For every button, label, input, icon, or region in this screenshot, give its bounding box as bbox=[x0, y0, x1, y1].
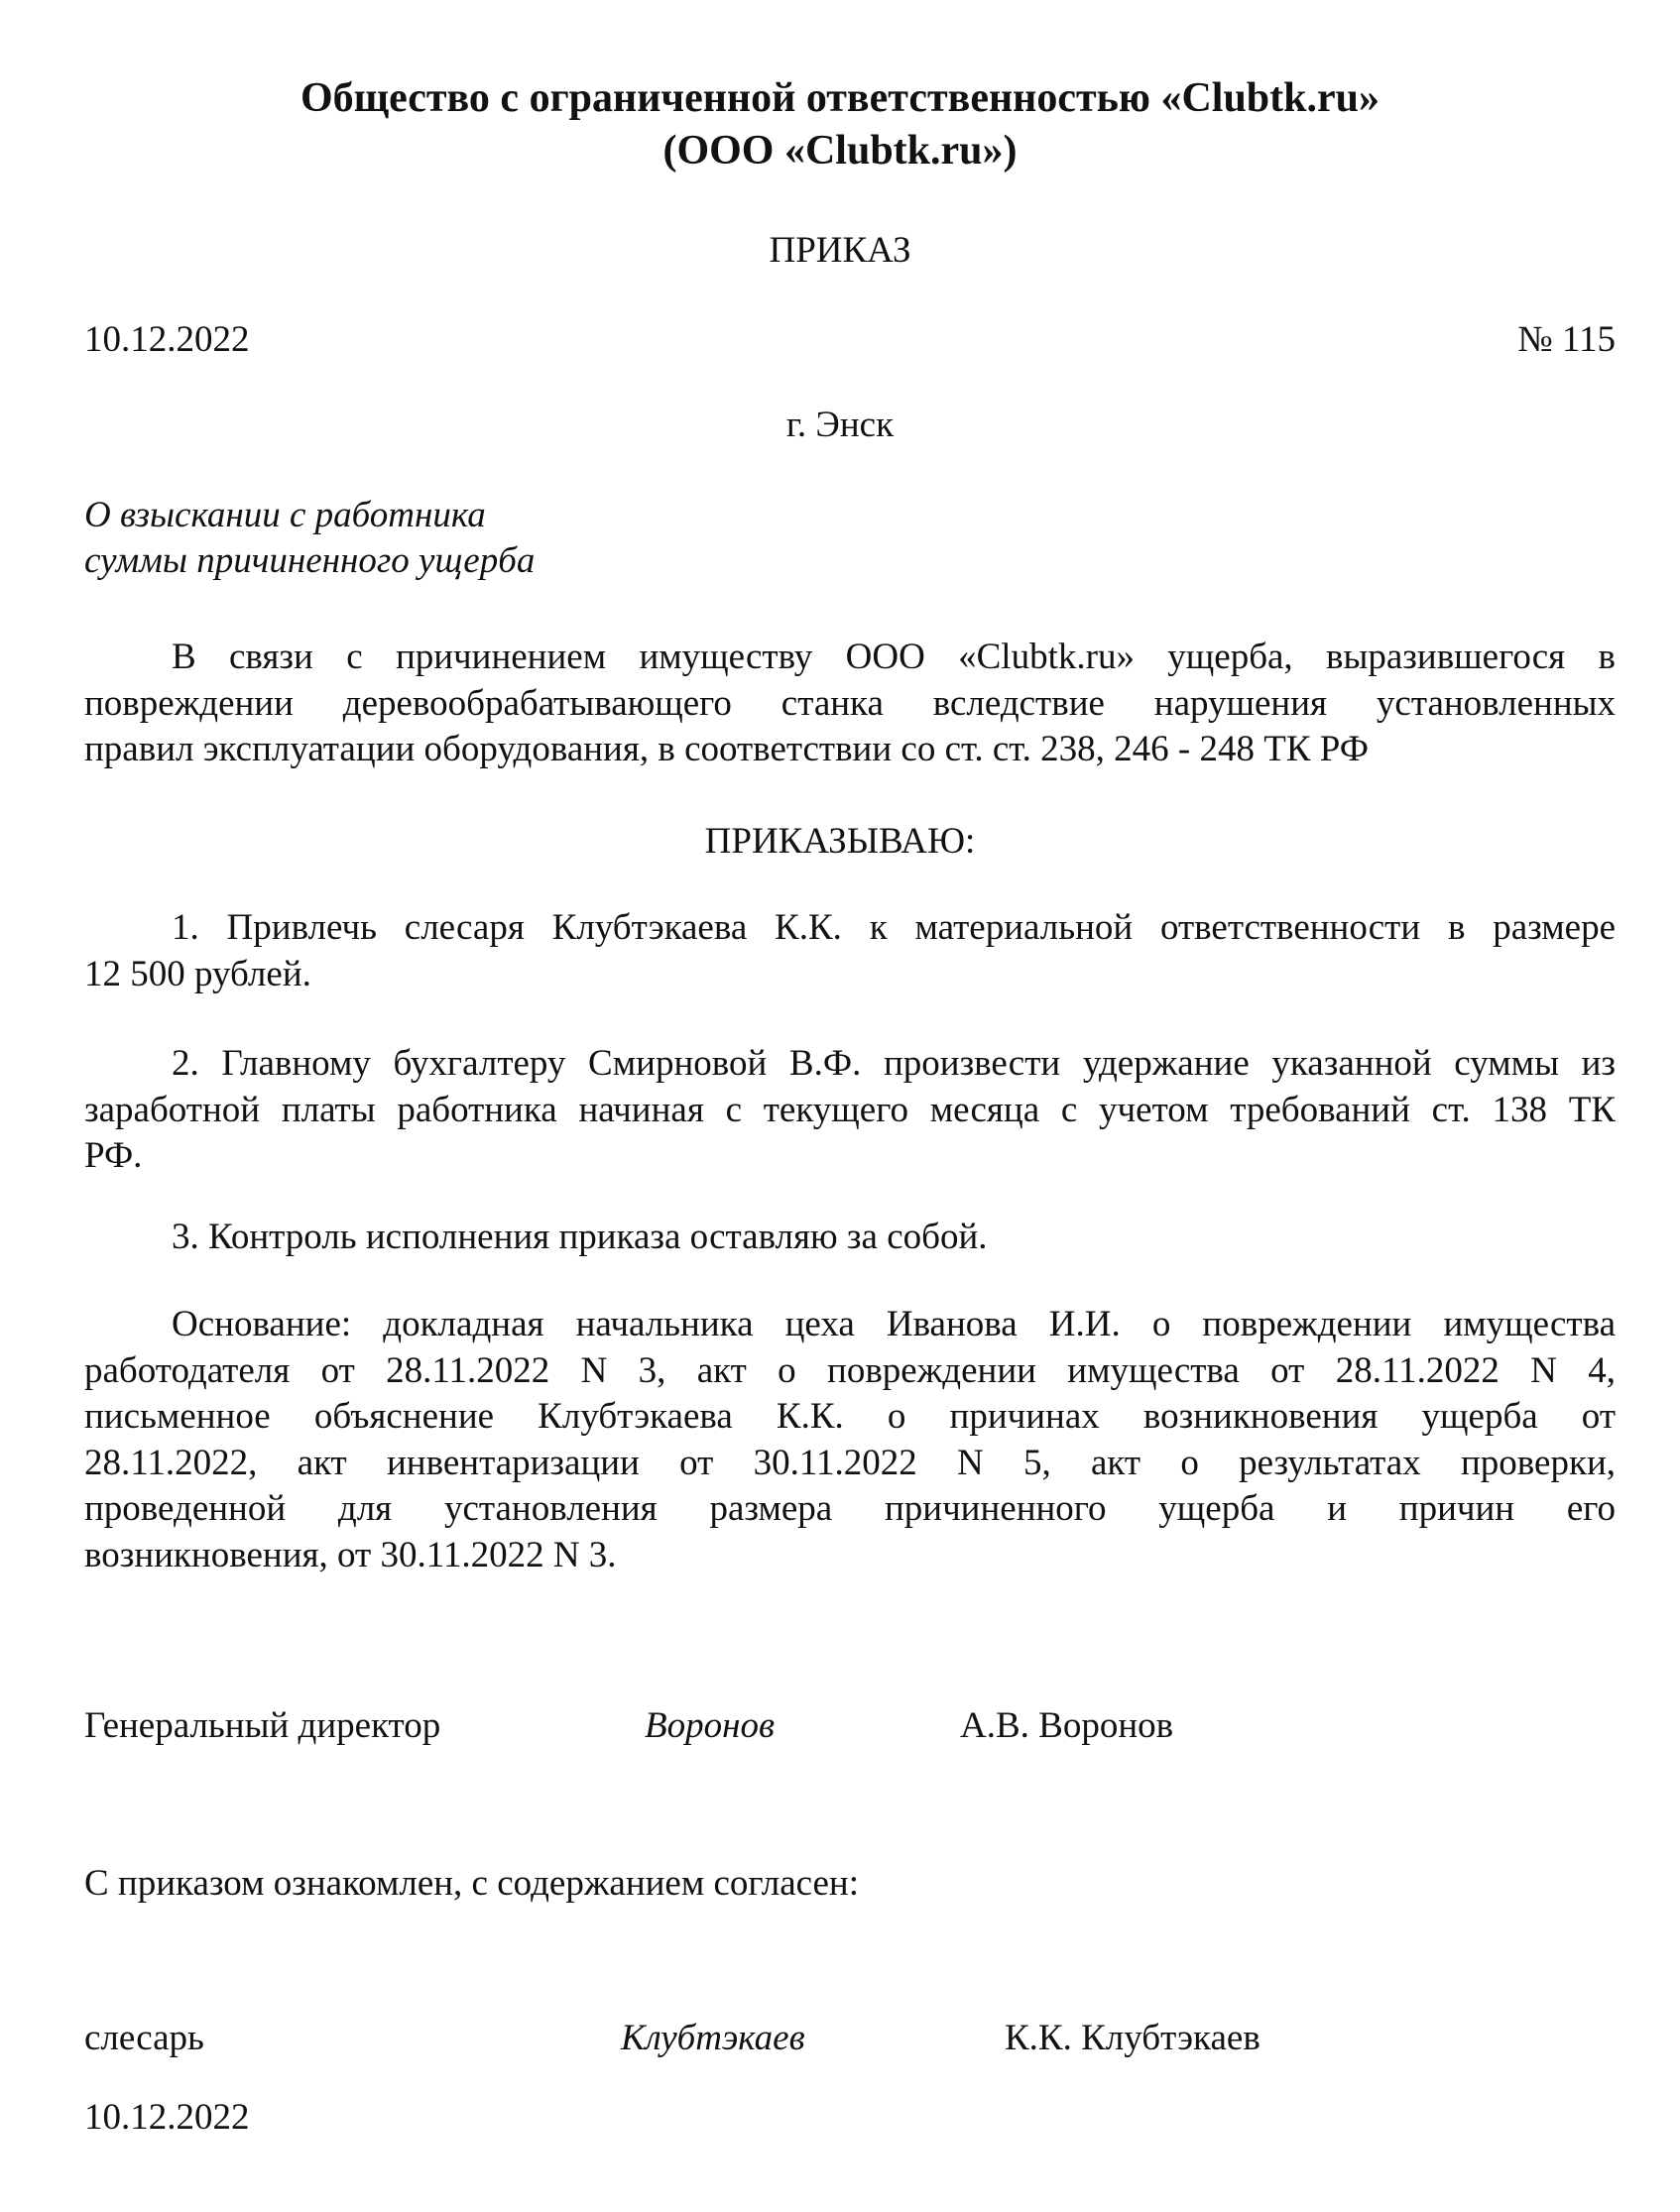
order-heading: ПРИКАЗЫВАЮ: bbox=[704, 821, 976, 862]
org-short-name: (ООО «Clubtk.ru») bbox=[662, 128, 1018, 174]
item-line: заработной платы работника начиная с текущего месяца с учетом требований ст. 138 ТК bbox=[84, 1089, 1616, 1130]
order-item-1 bbox=[84, 905, 1616, 997]
document-city: г. Энск bbox=[785, 405, 895, 445]
director-name: А.В. Воронов bbox=[960, 1705, 1174, 1746]
basis-line: Основание: докладная начальника цеха Иванова И.И. о повреждении имущества bbox=[172, 1304, 1616, 1344]
item-line: 12 500 рублей. bbox=[84, 953, 311, 994]
employee-name: К.К. Клубтэкаев bbox=[1005, 2018, 1260, 2058]
employee-signature: Клубтэкаев bbox=[621, 2018, 805, 2058]
document-type: ПРИКАЗ bbox=[769, 230, 911, 271]
document-number: № 115 bbox=[1517, 319, 1616, 360]
basis-paragraph bbox=[84, 1302, 1616, 1578]
item-line: 2. Главному бухгалтеру Смирновой В.Ф. произвести удержание указанной суммы из bbox=[172, 1043, 1616, 1084]
director-position: Генеральный директор bbox=[84, 1705, 441, 1746]
basis-line: 28.11.2022, акт инвентаризации от 30.11.2022 N 5, акт о результатах проверки, bbox=[84, 1442, 1616, 1483]
subject-line-1: О взыскании с работника bbox=[84, 495, 486, 535]
order-item-3 bbox=[84, 1215, 1616, 1261]
preamble-line: повреждении деревообрабатывающего станка вследствие нарушения установленных bbox=[84, 682, 1616, 724]
basis-line: работодателя от 28.11.2022 N 3, акт о повреждении имущества от 28.11.2022 N 4, bbox=[84, 1349, 1616, 1391]
preamble-line: В связи с причинением имуществу ООО «Clubtk.ru» ущерба, выразившегося в bbox=[172, 637, 1616, 677]
preamble-line: правил эксплуатации оборудования, в соответствии со ст. ст. 238, 246 - 248 ТК РФ bbox=[84, 729, 1369, 769]
order-item-2 bbox=[84, 1041, 1616, 1180]
item-line: РФ. bbox=[84, 1135, 143, 1176]
basis-line: проведенной для установления размера причиненного ущерба и причин его bbox=[84, 1488, 1616, 1529]
item-line: 1. Привлечь слесаря Клубтэкаева К.К. к материальной ответственности в размере bbox=[172, 907, 1616, 948]
document-date: 10.12.2022 bbox=[84, 319, 250, 360]
basis-line: возникновения, от 30.11.2022 N 3. bbox=[84, 1534, 617, 1575]
employee-position: слесарь bbox=[84, 2018, 204, 2058]
basis-line: письменное объяснение Клубтэкаева К.К. о причинах возникновения ущерба от bbox=[84, 1396, 1616, 1437]
subject-line-2: суммы причиненного ущерба bbox=[84, 540, 536, 581]
director-signature: Воронов bbox=[645, 1705, 776, 1746]
org-full-name: Общество с ограниченной ответственностью «Clubtk.ru» bbox=[300, 75, 1380, 121]
item-line: 3. Контроль исполнения приказа оставляю за собой. bbox=[172, 1217, 988, 1257]
acknowledgement-date: 10.12.2022 bbox=[84, 2097, 250, 2138]
preamble-paragraph bbox=[84, 635, 1616, 773]
acknowledgement-text: С приказом ознакомлен, с содержанием согласен: bbox=[84, 1863, 859, 1904]
